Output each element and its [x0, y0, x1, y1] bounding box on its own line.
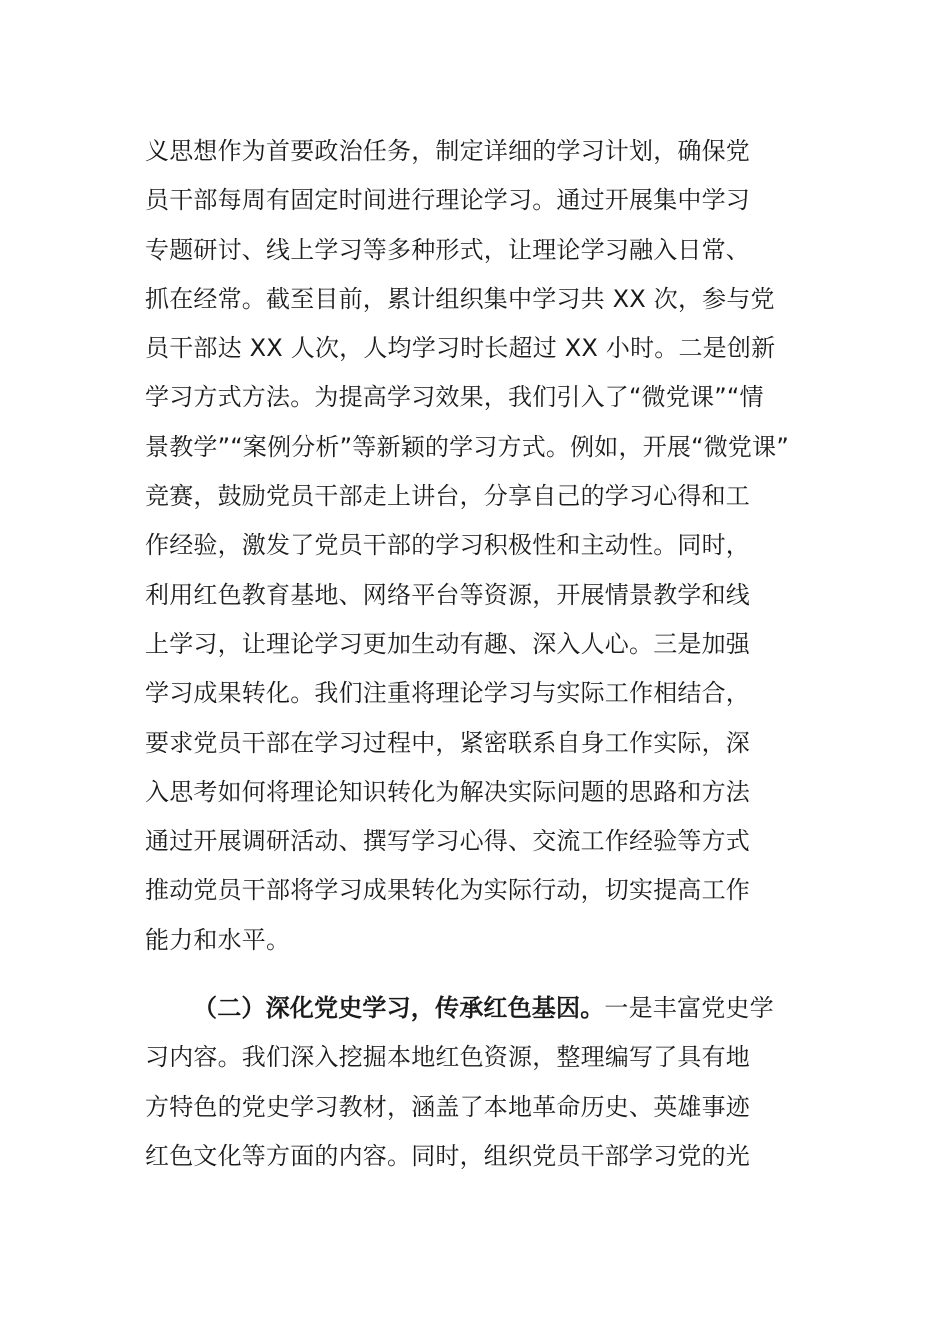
text-line: 方特色的党史学习教材，涵盖了本地革命历史、英雄事迹	[145, 1092, 750, 1121]
section-first-line	[145, 984, 815, 1033]
text-line: 习内容。我们深入挖掘本地红色资源，整理编写了具有地	[145, 1043, 750, 1072]
text-line: 学习成果转化。我们注重将理论学习与实际工作相结合，	[145, 679, 750, 708]
text-line: 景教学”“案例分析”等新颖的学习方式。例如，开展“微党课”	[145, 432, 789, 461]
text-line: 学习方式方法。为提高学习效果，我们引入了“微党课”“情	[145, 383, 764, 412]
text-line: 专题研讨、线上学习等多种形式，让理论学习融入日常、	[145, 235, 750, 264]
text-line: 义思想作为首要政治任务，制定详细的学习计划，确保党	[145, 137, 750, 165]
text-line: 员干部每周有固定时间进行理论学习。通过开展集中学习	[145, 186, 750, 215]
section-paragraph	[145, 984, 815, 1181]
section-heading: （二）深化党史学习，传承红色基因。	[193, 994, 605, 1022]
text-line: 利用红色教育基地、网络平台等资源，开展情景教学和线	[145, 580, 750, 609]
text-line: 推动党员干部将学习成果转化为实际行动，切实提高工作	[145, 876, 750, 905]
text-line: 作经验，激发了党员干部的学习积极性和主动性。同时，	[145, 531, 750, 560]
section-heading-continuation: 一是丰富党史学	[604, 994, 774, 1022]
text-line: 上学习，让理论学习更加生动有趣、深入人心。三是加强	[145, 629, 750, 658]
text-line: 红色文化等方面的内容。同时，组织党员干部学习党的光	[145, 1141, 750, 1170]
paragraph-body	[145, 127, 815, 965]
text-line: 能力和水平。	[145, 925, 291, 954]
text-line: 通过开展调研活动、撰写学习心得、交流工作经验等方式	[145, 827, 750, 856]
text-line: 要求党员干部在学习过程中，紧密联系自身工作实际，深	[145, 728, 750, 757]
text-line: 抓在经常。截至目前，累计组织集中学习共 XX 次，参与党	[145, 284, 775, 313]
text-line: 员干部达 XX 人次，人均学习时长超过 XX 小时。二是创新	[145, 334, 776, 363]
text-line: 竞赛，鼓励党员干部走上讲台，分享自己的学习心得和工	[145, 482, 750, 511]
text-line: 入思考如何将理论知识转化为解决实际问题的思路和方法	[145, 777, 750, 806]
